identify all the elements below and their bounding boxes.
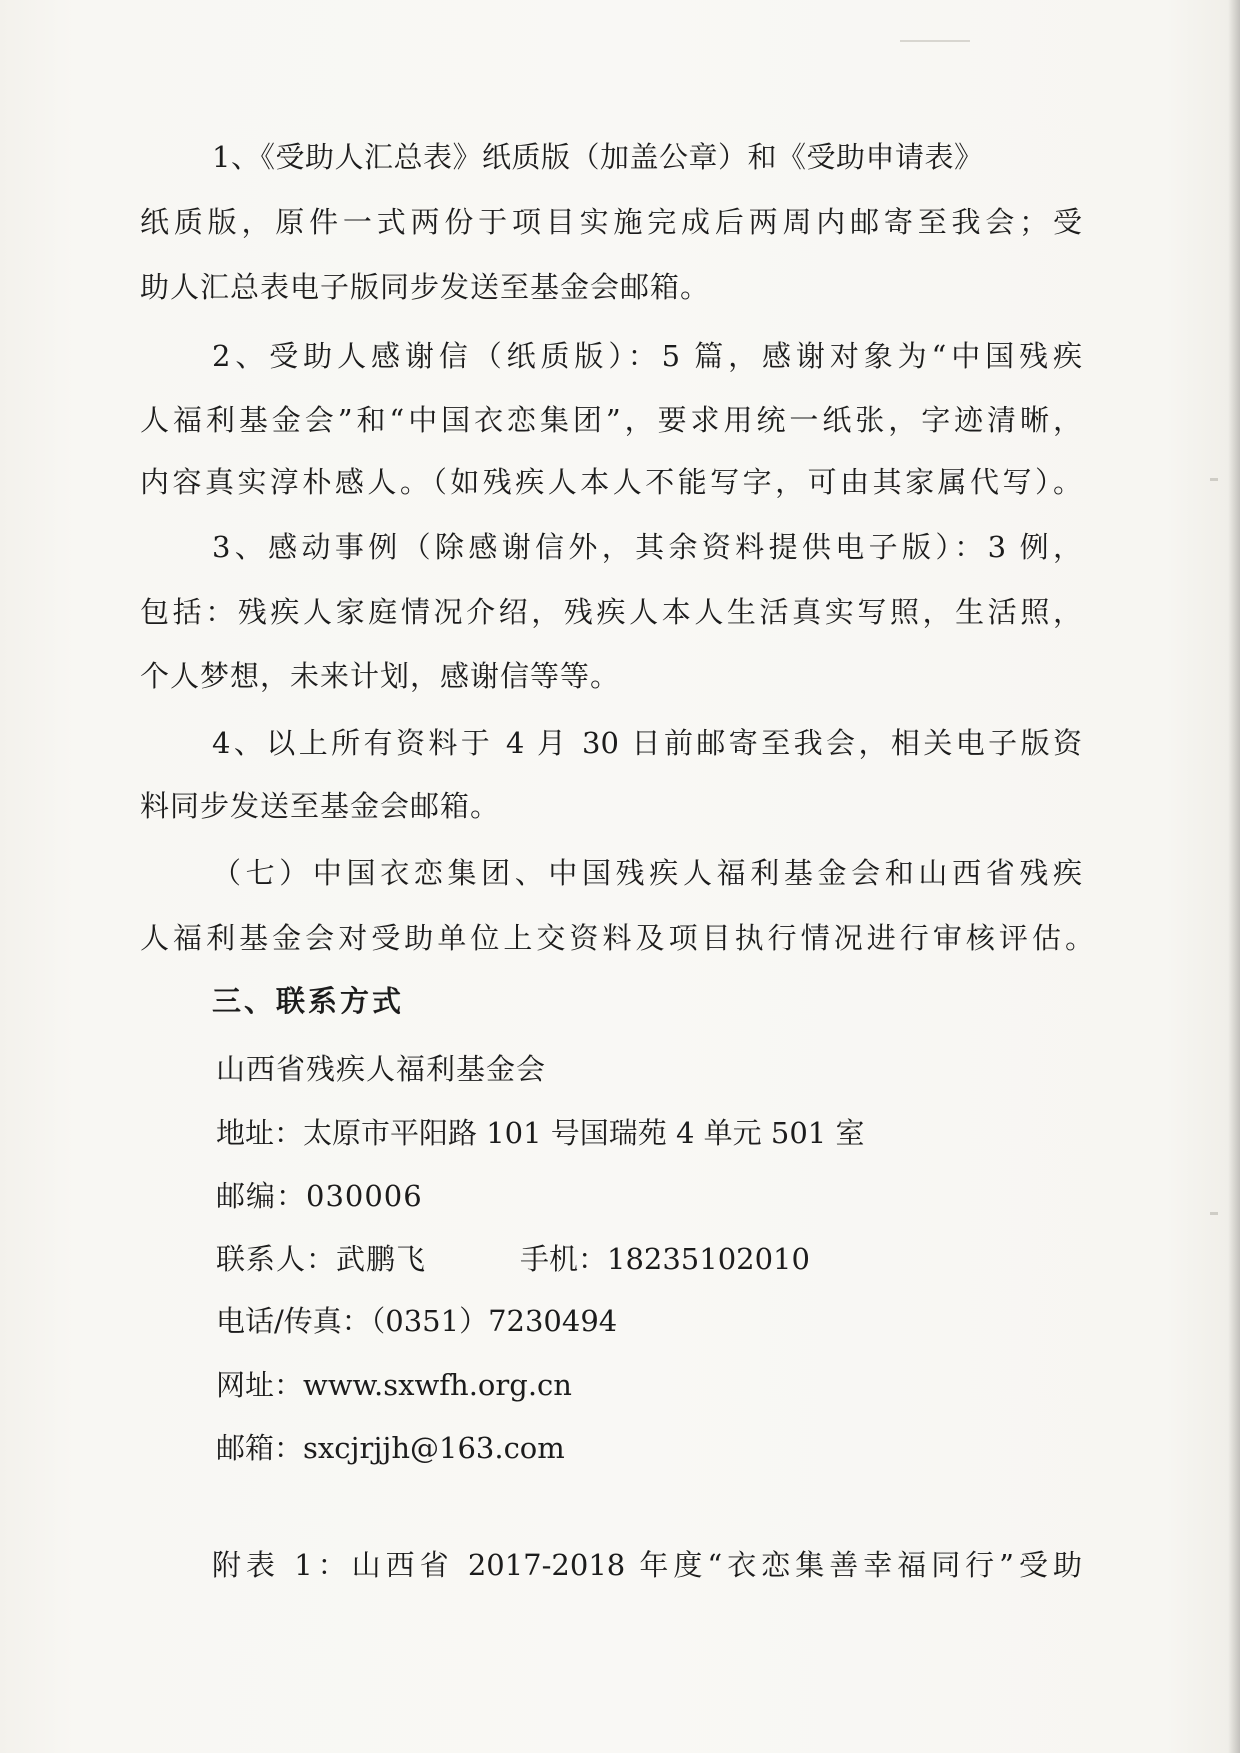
appendix-title: 附表 1：山西省 2017-2018 年度“衣恋集善幸福同行”受助	[212, 1548, 1082, 1582]
contact-postcode: 邮编：030006	[216, 1179, 423, 1213]
contact-email: 邮箱：sxcjrjjh@163.com	[216, 1431, 565, 1465]
paragraph-line: 包括：残疾人家庭情况介绍，残疾人本人生活真实写照，生活照，	[140, 595, 1082, 629]
paragraph-line: （七）中国衣恋集团、中国残疾人福利基金会和山西省残疾	[212, 856, 1082, 890]
paragraph-line: 人福利基金会”和“中国衣恋集团”，要求用统一纸张，字迹清晰，	[140, 403, 1082, 437]
paragraph-line: 2、受助人感谢信（纸质版）：5 篇，感谢对象为“中国残疾	[212, 339, 1082, 373]
paragraph-line: 内容真实淳朴感人。（如残疾人本人不能写字，可由其家属代写）。	[140, 465, 1082, 499]
scan-edge-shadow	[1228, 0, 1240, 1753]
paragraph-line: 纸质版，原件一式两份于项目实施完成后两周内邮寄至我会；受	[140, 205, 1082, 239]
contact-person: 联系人：武鹏飞	[216, 1242, 427, 1276]
paragraph-line: 个人梦想，未来计划，感谢信等等。	[140, 659, 621, 693]
paragraph-line: 4、以上所有资料于 4 月 30 日前邮寄至我会，相关电子版资	[212, 726, 1082, 760]
paragraph-line: 1、《受助人汇总表》纸质版（加盖公章）和《受助申请表》	[212, 140, 984, 174]
paragraph-line: 助人汇总表电子版同步发送至基金会邮箱。	[140, 270, 711, 304]
scan-mark	[1210, 478, 1218, 481]
contact-website: 网址：www.sxwfh.org.cn	[216, 1368, 572, 1402]
contact-address: 地址：太原市平阳路 101 号国瑞苑 4 单元 501 室	[216, 1116, 865, 1150]
contact-mobile: 手机：18235102010	[520, 1242, 810, 1276]
paragraph-line: 料同步发送至基金会邮箱。	[140, 789, 501, 823]
scan-mark	[900, 40, 970, 42]
paragraph-line: 3、感动事例（除感谢信外，其余资料提供电子版）：3 例，	[212, 530, 1082, 564]
contact-organization: 山西省残疾人福利基金会	[216, 1052, 547, 1086]
paragraph-line: 人福利基金会对受助单位上交资料及项目执行情况进行审核评估。	[140, 921, 1094, 955]
scan-mark	[1210, 1212, 1218, 1215]
section-heading: 三、联系方式	[212, 984, 405, 1018]
contact-phone-fax: 电话/传真：（0351）7230494	[216, 1304, 618, 1338]
